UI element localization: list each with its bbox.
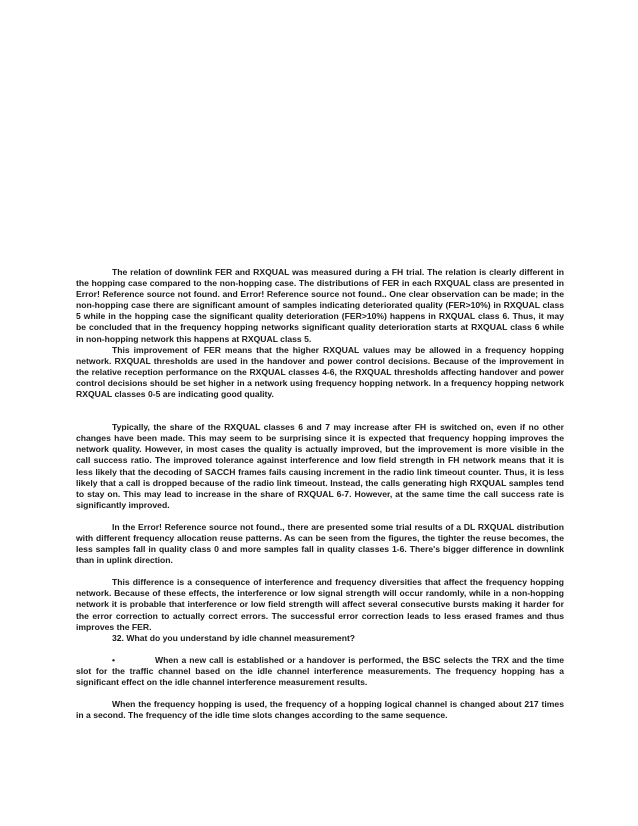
paragraph-idle-frequency: When the frequency hopping is used, the frequency of a hopping logical channel is changed about 217 times in a second. The frequency of the idle time slots changes according to the same sequence. [76,699,564,721]
bullet-icon: • [112,654,116,665]
bullet-item [76,655,564,688]
document-body [76,267,564,721]
paragraph-fer-rxqual-relation: The relation of downlink FER and RXQUAL was measured during a FH trial. The relation is clearly different in the hopping case compared to the non-hopping case. The distributions of FER in each RXQUAL class are presented in Error! Reference source not found. and Error! Reference source not found.. One clear observation can be made; in the non-hopping case there are significant amount of samples indicating deteriorated quality (FER>10%) in RXQUAL class 5 while in the hopping case the significant quality deterioration (FER>10%) happens in RXQUAL class 6. Thus, it may be concluded that in the frequency hopping networks significant quality deterioration starts at RXQUAL class 6 while in non-hopping network this happens at RXQUAL class 5. [76,267,564,344]
paragraph-fer-improvement: This improvement of FER means that the higher RXQUAL values may be allowed in a frequency hopping network. RXQUAL thresholds are used in the handover and power control decisions. Because of the improvement in the relative reception performance on the RXQUAL classes 4-6, the RXQUAL thresholds affecting handover and power control decisions should be set higher in a network using frequency hopping network. In a frequency hopping network RXQUAL classes 0-5 are indicating good quality. [76,344,564,400]
paragraph-rxqual-share: Typically, the share of the RXQUAL classes 6 and 7 may increase after FH is switched on, even if no other changes have been made. This may seem to be surprising since it is expected that frequency hopping improves the network quality. However, in most cases the quality is actually improved, but the improvement is more visible in the call success ratio. The improved tolerance against interference and low field strength in FH network means that it is less likely that the decoding of SACCH frames fails causing increment in the radio link timeout counter. Thus, it is less likely that a call is dropped because of the radio link timeout. Instead, the calls generating high RXQUAL samples tend to stay on. This may lead to increase in the share of RXQUAL 6-7. However, at the same time the call success rate is significantly improved. [76,422,564,510]
paragraph-diversity: This difference is a consequence of interference and frequency diversities that affect the frequency hopping network. Because of these effects, the interference or low signal strength will occur randomly, while in a non-hopping network it is probable that interference or low field strength will affect several consecutive bursts making it harder for the error correction to actually correct errors. The successful error correction leads to less erased frames and thus improves the FER. [76,577,564,632]
bullet-text: When a new call is established or a handover is performed, the BSC selects the TRX and the time slot for the traffic channel based on the idle channel interference measurements. The frequency hopping has a significant effect on the idle channel interference measurement results. [76,654,564,687]
paragraph-reuse-patterns: In the Error! Reference source not found., there are presented some trial results of a DL RXQUAL distribution with different frequency allocation reuse patterns. As can be seen from the figures, the tighter the reuse becomes, the less samples fall in quality class 0 and more samples fall in quality classes 1-6. There's bigger difference in downlink than in uplink direction. [76,521,564,566]
question-heading: 32. What do you understand by idle channel measurement? [112,632,356,643]
